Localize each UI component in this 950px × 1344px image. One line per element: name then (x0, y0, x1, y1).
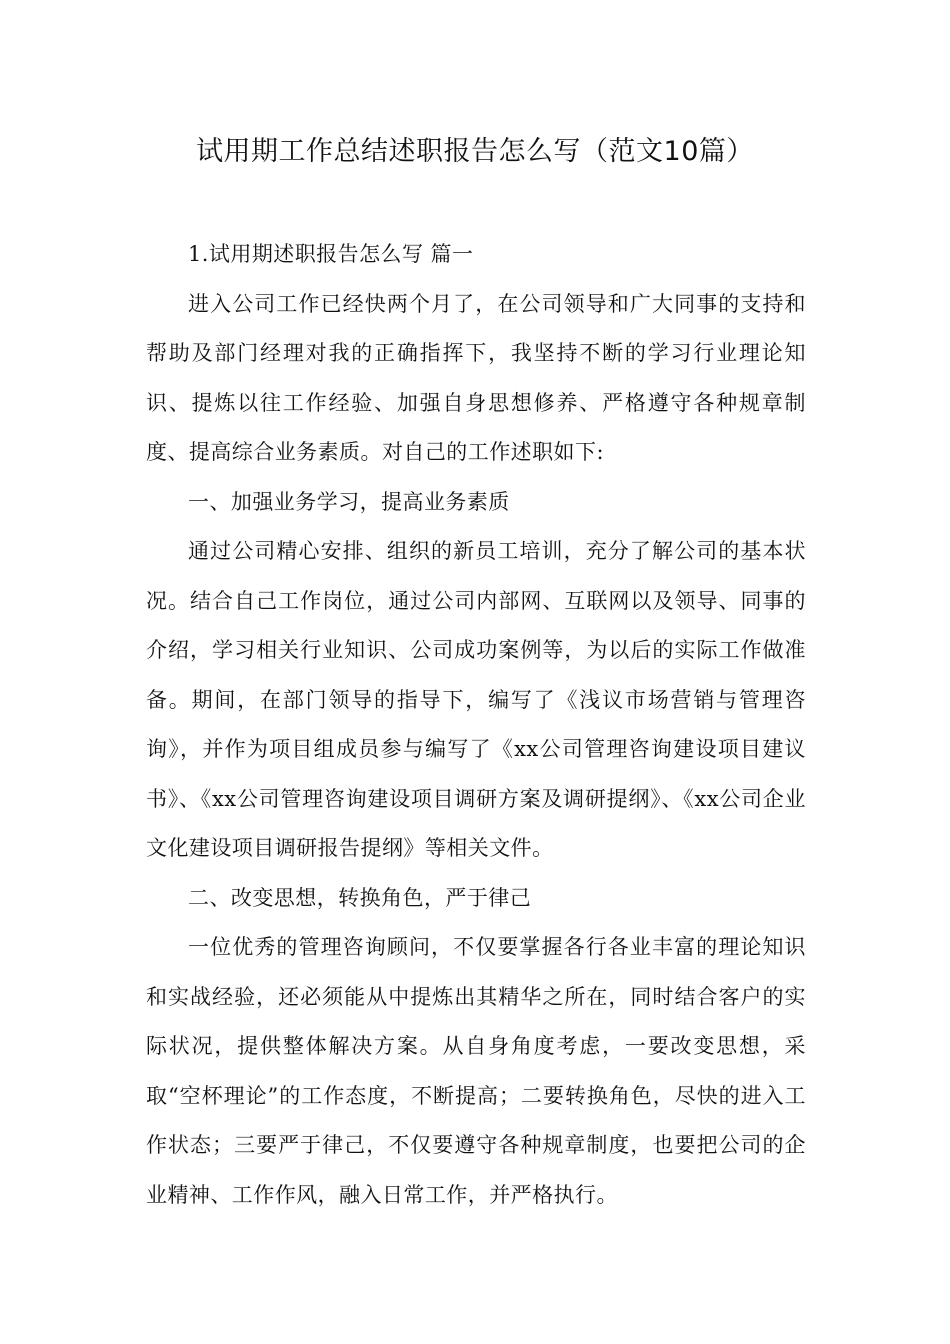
body-paragraph: 一位优秀的管理咨询顾问，不仅要掌握各行各业丰富的理论知识和实战经验，还必须能从中提炼出其精华之所在，同时结合客户的实际状况，提供整体解决方案。从自身角度考虑，一要改变思想，采取“空杯理论”的工作态度，不断提高；二要转换角色，尽快的进入工作状态；三要严于律己，不仅要遵守各种规章制度，也要把公司的企业精神、工作作风，融入日常工作，并严格执行。 (146, 935, 806, 1207)
document-body (146, 230, 806, 1220)
document-title: 试用期工作总结述职报告怎么写（范文10篇） (196, 136, 754, 167)
subsection-heading: 一、加强业务学习，提高业务素质 (188, 489, 510, 514)
body-paragraph: 通过公司精心安排、组织的新员工培训，充分了解公司的基本状况。结合自己工作岗位，通过公司内部网、互联网以及领导、同事的介绍，学习相关行业知识、公司成功案例等，为以后的实际工作做准备。期间，在部门领导的指导下，编写了《浅议市场营销与管理咨询》，并作为项目组成员参与编写了《xx公司管理咨询建设项目建议书》、《xx公司管理咨询建设项目调研方案及调研提纲》、《xx公司企业文化建设项目调研报告提纲》等相关文件。 (146, 539, 806, 860)
subsection-heading: 二、改变思想，转换角色，严于律己 (188, 885, 532, 910)
section-heading: 1.试用期述职报告怎么写 篇一 (188, 242, 474, 266)
body-paragraph: 进入公司工作已经快两个月了，在公司领导和广大同事的支持和帮助及部门经理对我的正确指挥下，我坚持不断的学习行业理论知识、提炼以往工作经验、加强自身思想修养、严格遵守各种规章制度、提高综合业务素质。对自己的工作述职如下: (146, 291, 806, 464)
